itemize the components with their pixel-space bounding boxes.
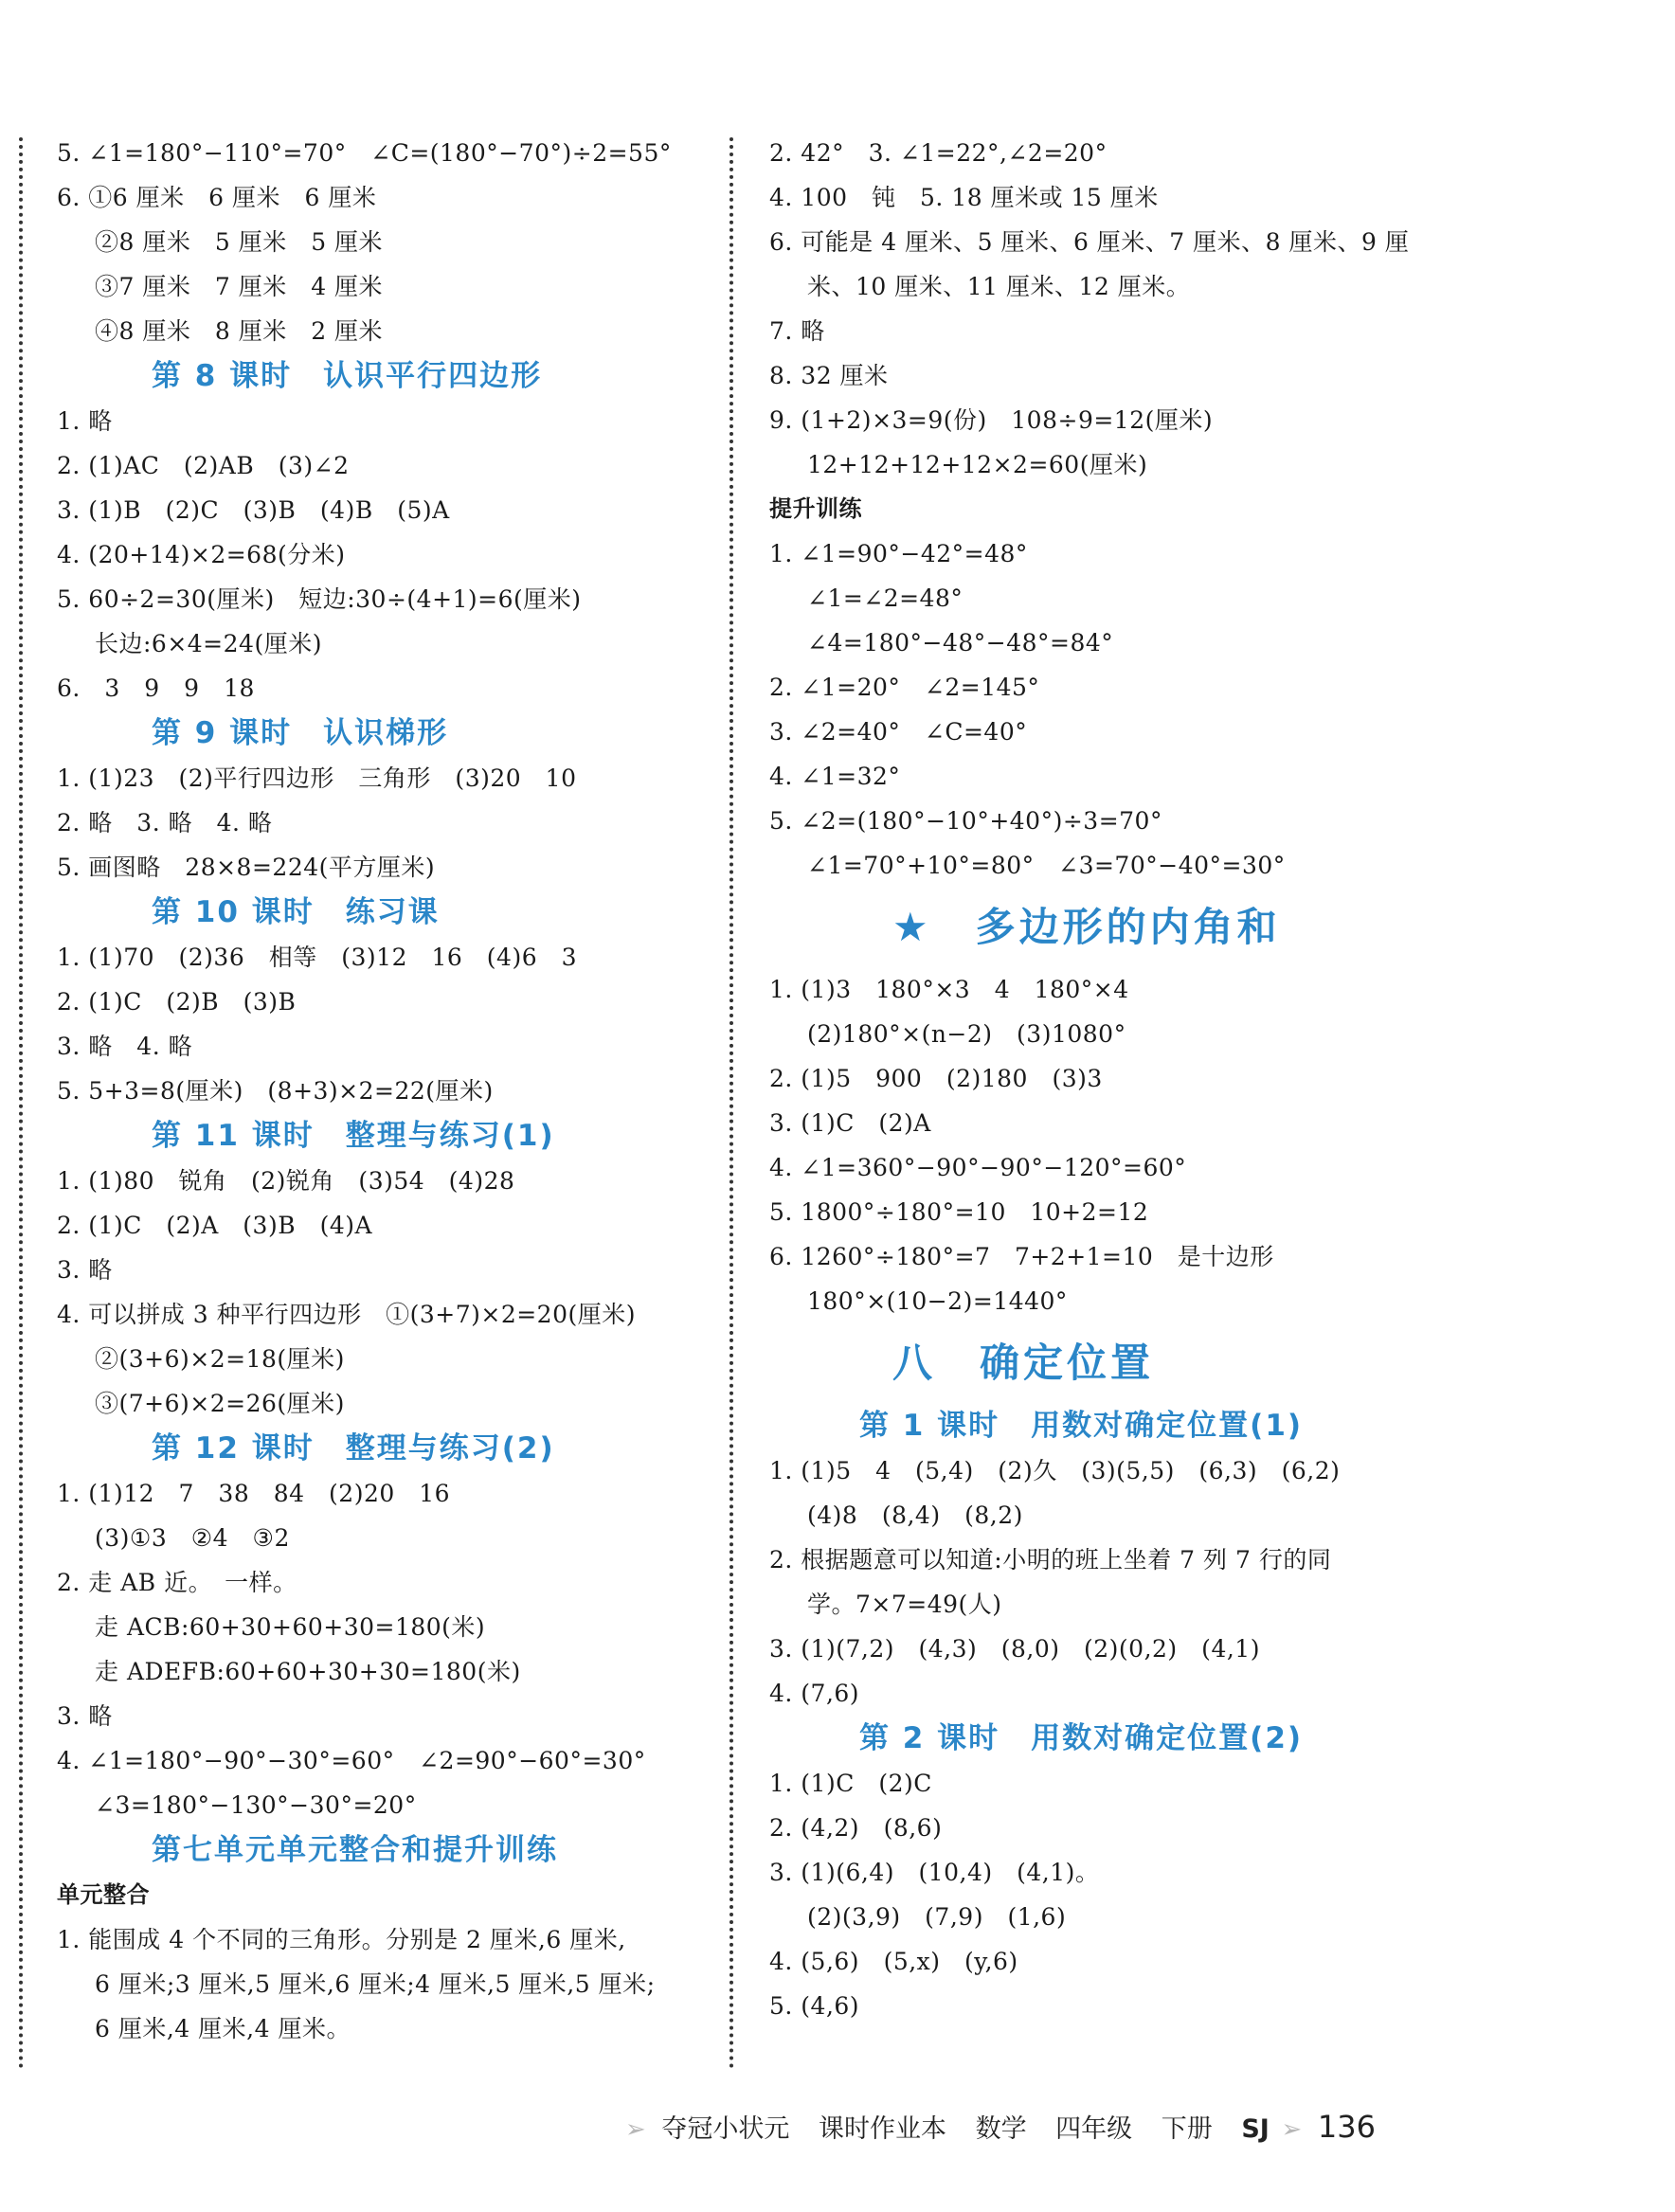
lesson-heading: 第 1 课时 用数对确定位置(1) — [859, 1409, 1304, 1443]
answer-line: 2. ∠1=20° ∠2=145° — [769, 674, 1040, 701]
answer-line: 3. (1)(7,2) (4,3) (8,0) (2)(0,2) (4,1) — [769, 1635, 1260, 1663]
answer-continuation: ∠4=180°−48°−48°=84° — [807, 629, 1114, 656]
answer-continuation: 走 ADEFB:60+60+30+30=180(米) — [95, 1658, 521, 1685]
answer-line: 3. 略 — [57, 1256, 113, 1284]
answer-continuation: ③7 厘米 7 厘米 4 厘米 — [95, 273, 384, 300]
footer-brand: 夺冠小状元 — [661, 2114, 790, 2144]
unit-heading: 八 确定位置 — [892, 1340, 1155, 1386]
lesson-heading: 第 12 课时 整理与练习(2) — [152, 1431, 555, 1466]
answer-line: 5. (4,6) — [769, 1992, 860, 2020]
answer-line: 5. 1800°÷180°=10 10+2=12 — [769, 1198, 1149, 1226]
answer-line: 9. (1+2)×3=9(份) 108÷9=12(厘米) — [769, 406, 1214, 434]
answer-continuation: 米、10 厘米、11 厘米、12 厘米。 — [807, 273, 1191, 300]
answer-continuation: 12+12+12+12×2=60(厘米) — [807, 451, 1148, 478]
answer-line: 1. 能围成 4 个不同的三角形。分别是 2 厘米,6 厘米, — [57, 1926, 626, 1953]
lesson-heading: 第 10 课时 练习课 — [152, 895, 440, 929]
answer-line: 5. 画图略 28×8=224(平方厘米) — [57, 854, 436, 881]
lesson-heading: 第 2 课时 用数对确定位置(2) — [859, 1721, 1304, 1755]
footer-book: 课时作业本 — [818, 2114, 946, 2144]
answer-continuation: ③(7+6)×2=26(厘米) — [95, 1390, 345, 1417]
answer-continuation: ④8 厘米 8 厘米 2 厘米 — [95, 317, 384, 345]
answer-continuation: 长边:6×4=24(厘米) — [95, 630, 322, 657]
answer-line: 2. (4,2) (8,6) — [769, 1814, 943, 1842]
answer-line: 5. ∠1=180°−110°=70° ∠C=(180°−70°)÷2=55° — [57, 139, 672, 167]
section-label: 单元整合 — [57, 1881, 150, 1908]
answer-line: 6. ①6 厘米 6 厘米 6 厘米 — [57, 184, 377, 211]
answer-line: 2. (1)C (2)A (3)B (4)A — [57, 1212, 373, 1239]
answer-line: 3. 略 — [57, 1702, 113, 1730]
arrow-icon: ➢ — [1281, 2115, 1303, 2144]
answer-line: 2. (1)5 900 (2)180 (3)3 — [769, 1065, 1103, 1092]
answer-line: 3. ∠2=40° ∠C=40° — [769, 718, 1028, 746]
answer-continuation: ∠1=70°+10°=80° ∠3=70°−40°=30° — [807, 852, 1286, 879]
answer-continuation: (4)8 (8,4) (8,2) — [807, 1502, 1023, 1529]
answer-continuation: 走 ACB:60+30+60+30=180(米) — [95, 1613, 486, 1641]
answer-line: 1. (1)12 7 38 84 (2)20 16 — [57, 1480, 451, 1507]
section-label: 提升训练 — [769, 495, 862, 522]
answer-line: 5. 5+3=8(厘米) (8+3)×2=22(厘米) — [57, 1077, 494, 1105]
answer-line: 4. ∠1=360°−90°−90°−120°=60° — [769, 1154, 1187, 1181]
answer-continuation: 学。7×7=49(人) — [807, 1591, 1002, 1618]
answer-line: 3. (1)C (2)A — [769, 1109, 931, 1137]
answer-line: 2. 42° 3. ∠1=22°,∠2=20° — [769, 139, 1108, 167]
answer-continuation: ②8 厘米 5 厘米 5 厘米 — [95, 228, 384, 256]
answer-line: 1. (1)23 (2)平行四边形 三角形 (3)20 10 — [57, 764, 577, 792]
unit-heading: ★ 多边形的内角和 — [892, 904, 1281, 950]
answer-line: 2. 走 AB 近。 一样。 — [57, 1569, 297, 1596]
footer-volume: 下册 — [1161, 2114, 1213, 2144]
answer-line: 4. 100 钝 5. 18 厘米或 15 厘米 — [769, 184, 1159, 211]
answer-line: 2. (1)AC (2)AB (3)∠2 — [57, 452, 350, 479]
answer-line: 4. ∠1=32° — [769, 763, 901, 790]
answer-continuation: (2)(3,9) (7,9) (1,6) — [807, 1903, 1067, 1931]
answer-continuation: 6 厘米;3 厘米,5 厘米,6 厘米;4 厘米,5 厘米,5 厘米; — [95, 1970, 656, 1998]
answer-line: 1. ∠1=90°−42°=48° — [769, 540, 1028, 567]
answer-line: 2. (1)C (2)B (3)B — [57, 988, 297, 1016]
lesson-heading: 第 9 课时 认识梯形 — [152, 716, 449, 750]
arrow-icon: ➢ — [625, 2115, 646, 2144]
answer-line: 3. 略 4. 略 — [57, 1033, 193, 1060]
left-margin-dots — [19, 137, 27, 2070]
lesson-heading: 第 11 课时 整理与练习(1) — [152, 1119, 555, 1153]
answer-line: 2. 根据题意可以知道:小明的班上坐着 7 列 7 行的同 — [769, 1546, 1332, 1574]
footer-edition: SJ — [1241, 2114, 1270, 2144]
answer-line: 1. (1)C (2)C — [769, 1770, 932, 1797]
lesson-heading: 第 8 课时 认识平行四边形 — [152, 359, 543, 393]
answer-line: 3. (1)(6,4) (10,4) (4,1)。 — [769, 1859, 1100, 1886]
answer-line: 1. (1)80 锐角 (2)锐角 (3)54 (4)28 — [57, 1167, 515, 1195]
answer-line: 4. 可以拼成 3 种平行四边形 ①(3+7)×2=20(厘米) — [57, 1301, 636, 1328]
answer-line: 6. 可能是 4 厘米、5 厘米、6 厘米、7 厘米、8 厘米、9 厘 — [769, 228, 1410, 256]
answer-line: 1. (1)3 180°×3 4 180°×4 — [769, 976, 1129, 1003]
answer-line: 4. ∠1=180°−90°−30°=60° ∠2=90°−60°=30° — [57, 1747, 646, 1774]
lesson-heading: 第七单元单元整合和提升训练 — [152, 1833, 558, 1867]
answer-line: 1. 略 — [57, 407, 113, 435]
answer-line: 6. 1260°÷180°=7 7+2+1=10 是十边形 — [769, 1243, 1274, 1270]
right-column — [769, 131, 1432, 2028]
answer-line: 2. 略 3. 略 4. 略 — [57, 809, 273, 836]
answer-line: 4. (20+14)×2=68(分米) — [57, 541, 346, 568]
answer-line: 4. (5,6) (5,x) (y,6) — [769, 1948, 1018, 1975]
footer-grade: 四年级 — [1055, 2114, 1133, 2144]
answer-continuation: (2)180°×(n−2) (3)1080° — [807, 1020, 1126, 1048]
answer-line: 5. ∠2=(180°−10°+40°)÷3=70° — [769, 807, 1162, 835]
left-column — [57, 131, 720, 2051]
answer-line: 3. (1)B (2)C (3)B (4)B (5)A — [57, 496, 450, 524]
answer-line: 4. (7,6) — [769, 1680, 860, 1707]
answer-continuation: ②(3+6)×2=18(厘米) — [95, 1345, 345, 1373]
answer-line: 7. 略 — [769, 317, 825, 345]
answer-continuation: 6 厘米,4 厘米,4 厘米。 — [95, 2015, 351, 2042]
footer-subject: 数学 — [975, 2114, 1027, 2144]
page-footer — [625, 2103, 1383, 2150]
answer-continuation: ∠1=∠2=48° — [807, 584, 964, 612]
answer-continuation: (3)①3 ②4 ③2 — [95, 1524, 290, 1552]
answer-continuation: 180°×(10−2)=1440° — [807, 1287, 1068, 1315]
answer-line: 1. (1)70 (2)36 相等 (3)12 16 (4)6 3 — [57, 944, 578, 971]
center-divider-dots — [729, 137, 737, 2070]
answer-line: 5. 60÷2=30(厘米) 短边:30÷(4+1)=6(厘米) — [57, 585, 582, 613]
answer-line: 6. 3 9 9 18 — [57, 674, 255, 702]
page-number: 136 — [1317, 2109, 1376, 2145]
answer-line: 1. (1)5 4 (5,4) (2)久 (3)(5,5) (6,3) (6,2) — [769, 1457, 1341, 1484]
answer-continuation: ∠3=180°−130°−30°=20° — [95, 1791, 417, 1819]
answer-line: 8. 32 厘米 — [769, 362, 889, 389]
